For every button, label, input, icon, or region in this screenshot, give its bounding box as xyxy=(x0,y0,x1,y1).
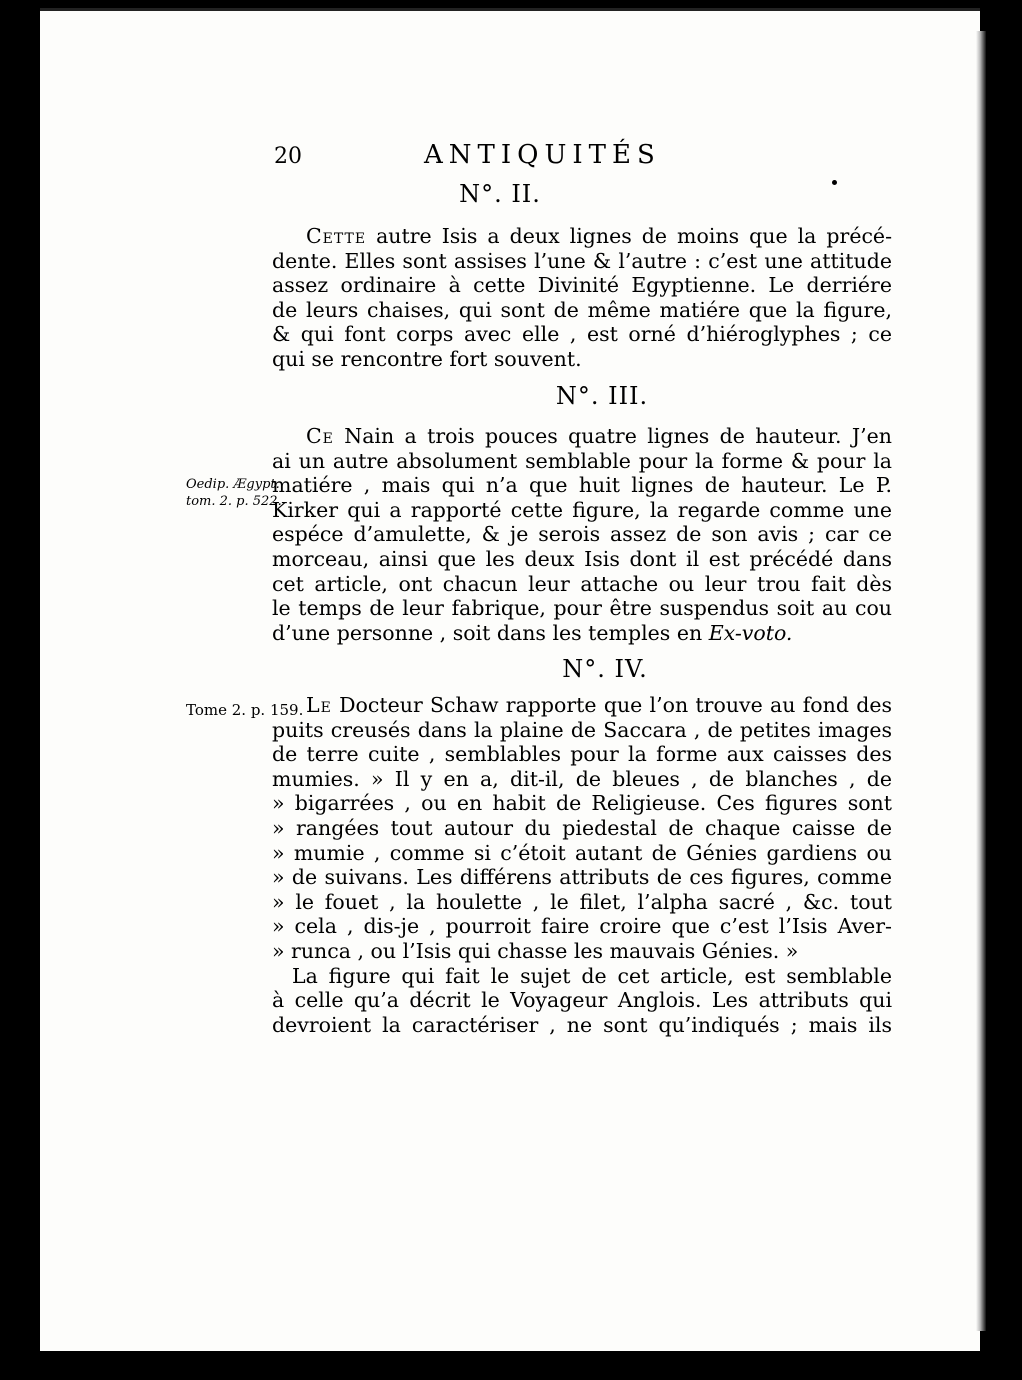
margin-note-line: tom. 2. p. 522. xyxy=(186,494,282,509)
text-line: morceau, ainsi que les deux Isis dont il est précédé dans xyxy=(272,546,892,571)
text-line: à celle qu’a décrit le Voyageur Anglois. Les attributs qui xyxy=(272,988,892,1013)
text-line: le temps de leur fabrique, pour être suspendus soit au cou xyxy=(272,596,892,621)
text-line: » de suivans. Les différens attributs de ces figures, comme xyxy=(272,865,892,890)
text-line: dente. Elles sont assises l’une & l’autre : c’est une attitude xyxy=(272,248,892,273)
margin-note-oedip xyxy=(186,476,282,510)
text-line: La figure qui fait le sujet de cet article, est semblable xyxy=(292,963,892,988)
section-heading-iii: N°. III. xyxy=(555,382,649,410)
running-title: ANTIQUITÉS xyxy=(424,140,661,170)
book-page xyxy=(40,8,980,1351)
section-ii-text xyxy=(272,224,892,372)
text-line: & qui font corps avec elle , est orné d’hiéroglyphes ; ce xyxy=(272,322,892,347)
text-line: espéce d’amulette, & je serois assez de son avis ; car ce xyxy=(272,522,892,547)
text-line: » bigarrées , ou en habit de Religieuse. Ces figures sont xyxy=(272,791,892,816)
text-line: Ce Nain a trois pouces quatre lignes de hauteur. J’en xyxy=(306,424,892,448)
text-line: » cela , dis-je , pourroit faire croire que c’est l’Isis Aver- xyxy=(272,914,892,939)
text-line: matiére , mais qui n’a que huit lignes de hauteur. Le P. xyxy=(272,473,892,498)
text-line: cet article, ont chacun leur attache ou leur trou fait dès xyxy=(272,571,892,596)
text-line: » runca , ou l’Isis qui chasse les mauvais Génies. » xyxy=(272,938,799,963)
text-line: Le Docteur Schaw rapporte que l’on trouve au fond des xyxy=(306,693,892,717)
text-line: » mumie , comme si c’étoit autant de Génies gardiens ou xyxy=(272,840,892,865)
text-line: » le fouet , la houlette , le filet, l’alpha sacré , &c. tout xyxy=(272,889,892,914)
section-iv-text xyxy=(272,693,892,1037)
text-line: de terre cuite , semblables pour la forme aux caisses des xyxy=(272,742,892,767)
page-number: 20 xyxy=(274,144,302,169)
text-line: de leurs chaises, qui sont de même matiére que la figure, xyxy=(272,297,892,322)
text-line: mumies. » Il y en a, dit-il, de bleues , de blanches , de xyxy=(272,766,892,791)
margin-note-tome xyxy=(186,702,303,719)
section-iii-text xyxy=(272,424,892,645)
margin-note-line: Oedip. Ægypt. xyxy=(186,477,280,492)
text-line: devroient la caractériser , ne sont qu’indiqués ; mais ils xyxy=(272,1012,892,1037)
margin-note-line: Tome 2. p. 159. xyxy=(186,701,304,719)
text-line: d’une personne , soit dans les temples en Ex-voto. xyxy=(272,620,793,645)
page-header xyxy=(274,140,734,180)
text-line: assez ordinaire à cette Divinité Egyptienne. Le derriére xyxy=(272,273,892,298)
text-line: puits creusés dans la plaine de Saccara , de petites images xyxy=(272,717,892,742)
text-line: Cette autre Isis a deux lignes de moins que la précé- xyxy=(306,224,892,248)
ink-dot xyxy=(832,180,837,185)
text-line: qui se rencontre fort souvent. xyxy=(272,346,582,371)
section-heading-iv: N°. IV. xyxy=(562,655,648,683)
text-line: » rangées tout autour du piedestal de chaque caisse de xyxy=(272,815,892,840)
text-line: ai un autre absolument semblable pour la forme & pour la xyxy=(272,448,892,473)
section-heading-ii: N°. II. xyxy=(459,180,541,208)
text-line: Kirker qui a rapporté cette figure, la regarde comme une xyxy=(272,497,892,522)
